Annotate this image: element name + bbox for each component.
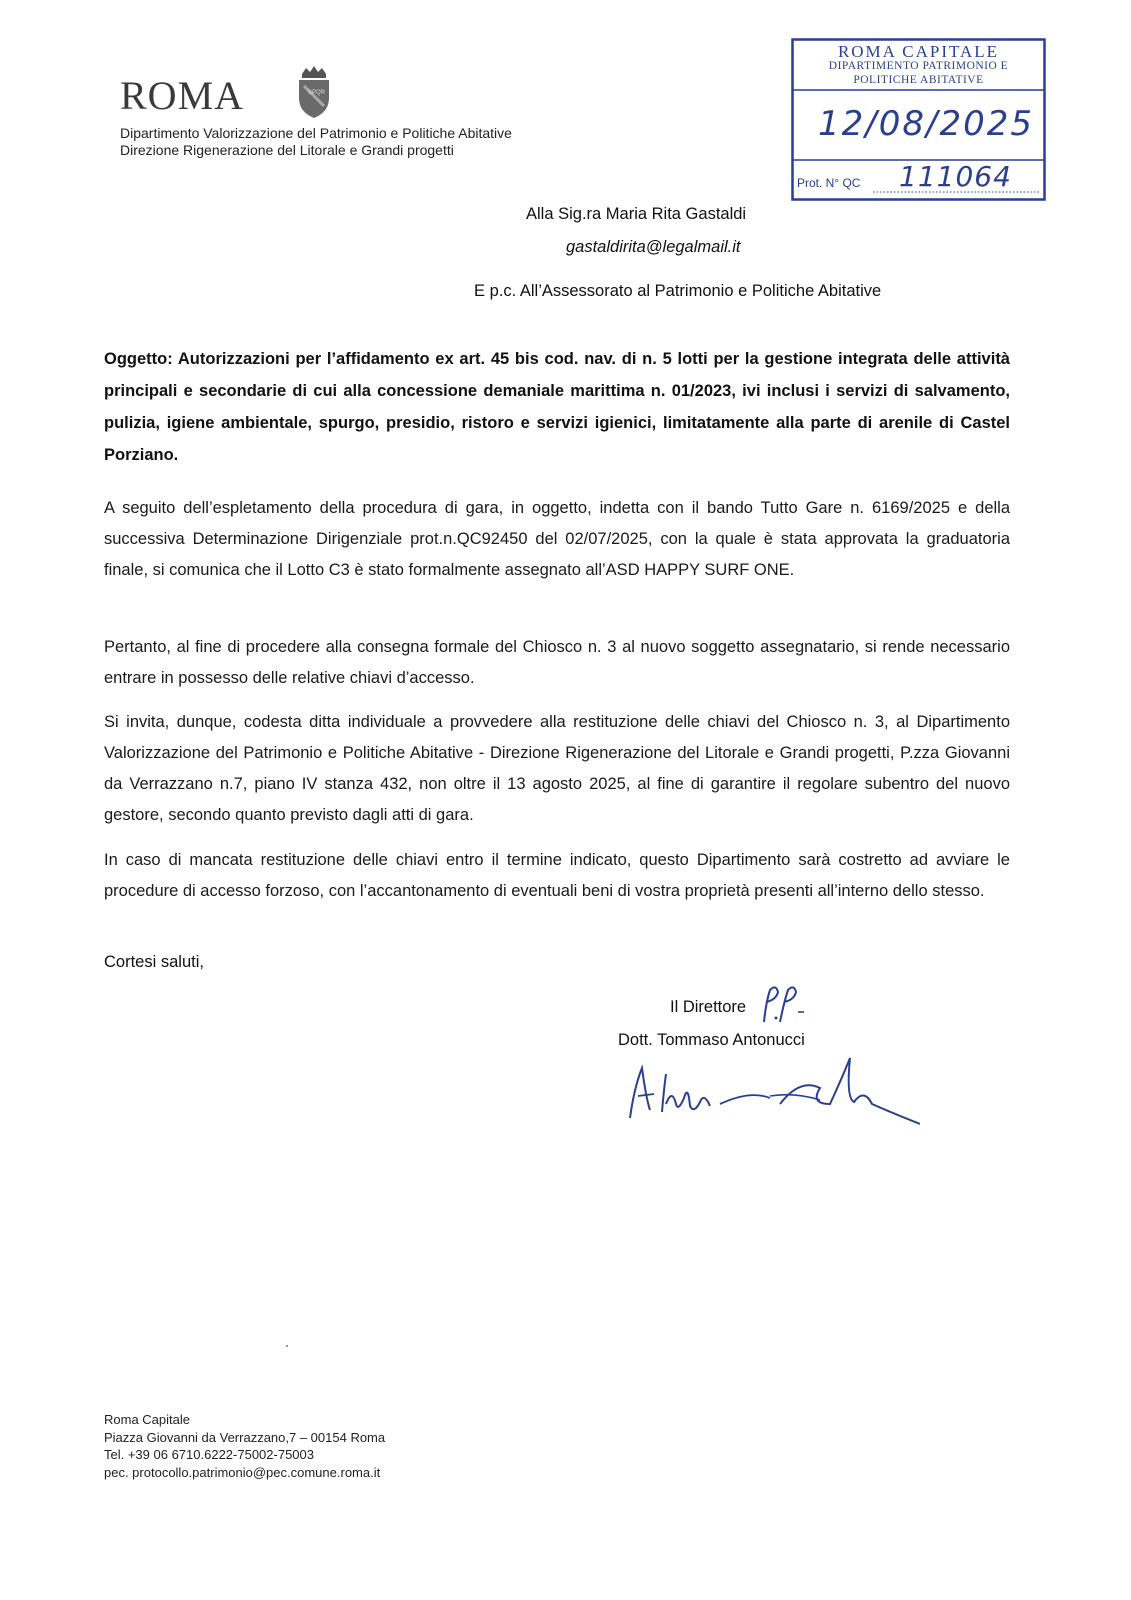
protocol-stamp (791, 38, 1046, 201)
pp-mark-icon (756, 982, 826, 1026)
signer-title: Il Direttore (670, 998, 747, 1016)
body-paragraph: A seguito dell’espletamento della procedura di gara, in oggetto, indetta con il bando Tutto Gare n. 6169/2025 e della successiva Determinazione Dirigenziale prot.n.QC92450 del 02/07/2025, con la quale è stata approvata la graduatoria finale, si comunica che il Lotto C3 è stato formalmente assegnato all’ASD HAPPY SURF ONE. (104, 499, 1010, 579)
addressee-email: gastaldirita@legalmail.it (566, 238, 741, 256)
stamp-dept-line-2: POLITICHE ABITATIVE (853, 74, 984, 86)
stamp-title: ROMA CAPITALE (837, 42, 1000, 61)
stamp-dept-line: DIPARTIMENTO PATRIMONIO E (828, 60, 1009, 72)
stamp-prot-label: Prot. N° QC (797, 176, 861, 190)
logo-text: ROMA (120, 73, 245, 118)
footer (104, 1411, 385, 1481)
addressee: Alla Sig.ra Maria Rita Gastaldi (526, 205, 747, 223)
direction-line: Direzione Rigenerazione del Litorale e Grandi progetti (120, 142, 454, 158)
handwritten-signature-icon (620, 1048, 920, 1138)
svg-text:SPQR: SPQR (308, 90, 326, 96)
signer-name: Dott. Tommaso Antonucci (618, 1031, 805, 1049)
footer-address: Piazza Giovanni da Verrazzano,7 – 00154 Roma (104, 1429, 386, 1445)
footer-org: Roma Capitale (104, 1412, 190, 1427)
footer-pec: pec. protocollo.patrimonio@pec.comune.roma.it (104, 1464, 381, 1480)
stamp-date: 12/08/2025 (818, 104, 1034, 144)
body-paragraph: In caso di mancata restituzione delle chiavi entro il termine indicato, questo Dipartimento sarà costretto ad avviare le procedure di accesso forzoso, con l’accantonamento di eventuali beni di vostra proprietà presenti all’interno dello stesso. (104, 851, 1010, 900)
body-paragraph: Pertanto, al fine di procedere alla consegna formale del Chiosco n. 3 al nuovo soggetto assegnatario, si rende necessario entrare in possesso delle relative chiavi d’accesso. (104, 638, 1010, 687)
stamp-prot-number: 111064 (899, 160, 1012, 193)
roma-crest-icon (294, 64, 334, 120)
cc-line: E p.c. All’Assessorato al Patrimonio e Politiche Abitative (474, 282, 882, 300)
footer-phone: Tel. +39 06 6710.6222-75002-75003 (104, 1447, 314, 1462)
department-line: Dipartimento Valorizzazione del Patrimonio e Politiche Abitative (120, 125, 512, 141)
department-header (120, 125, 512, 159)
closing: Cortesi saluti, (104, 953, 204, 971)
subject: Oggetto: Autorizzazioni per l’affidamento ex art. 45 bis cod. nav. di n. 5 lotti per la gestione integrata delle attività principali e secondarie di cui alla concessione demaniale marittima n. 01/2023, ivi inclusi i servizi di salvamento, pulizia, igiene ambientale, spurgo, presidio, ristoro e servizi igienici, limitatamente alla parte di arenile di Castel Porziano. (104, 350, 1010, 464)
scan-speck (286, 1345, 288, 1347)
body-paragraph: Si invita, dunque, codesta ditta individuale a provvedere alla restituzione delle chiavi del Chiosco n. 3, al Dipartimento Valorizzazione del Patrimonio e Politiche Abitative - Direzione Rigenerazione del Litorale e Grandi progetti, P.zza Giovanni da Verrazzano n.7, piano IV stanza 432, non oltre il 13 agosto 2025, al fine di garantire il regolare subentro del nuovo gestore, secondo quanto previsto dagli atti di gara. (104, 713, 1010, 824)
